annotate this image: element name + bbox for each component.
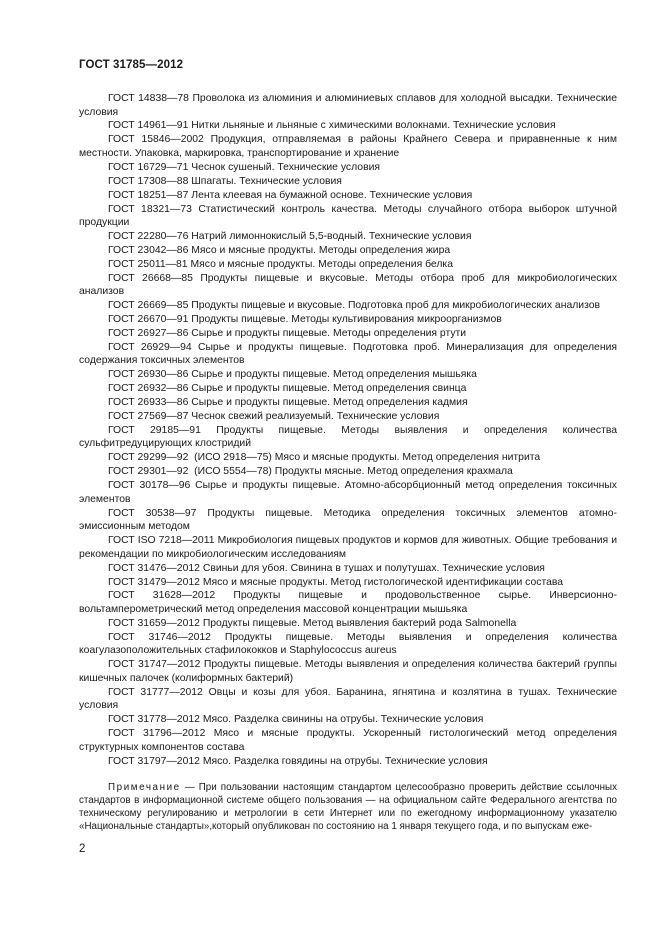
- reference-entry: [79, 507, 617, 534]
- reference-code: ГОСТ 26930—86: [108, 369, 189, 381]
- reference-code: ГОСТ 30538—97: [108, 507, 197, 519]
- reference-code: ГОСТ 14838—78: [108, 93, 189, 104]
- reference-code: ГОСТ 25011—81: [108, 258, 188, 270]
- reference-entry: [79, 631, 620, 658]
- reference-entry: [79, 534, 620, 561]
- reference-title: Продукты пищевые. Методы выявления и определения количества бактерий группы кишечных палочек (колиформных бактерий): [79, 659, 620, 684]
- reference-title: Чеснок свежий реализуемый. Технические условия: [191, 411, 440, 422]
- reference-title: Продукты пищевые. Метод выявления бактерий рода Salmonella: [202, 617, 517, 629]
- reference-code: ГОСТ 26927—86: [108, 327, 189, 339]
- reference-code: ГОСТ 27569—87: [108, 411, 189, 422]
- reference-code: ГОСТ 26929—94: [108, 341, 192, 353]
- note-label: Примечание: [108, 782, 181, 793]
- reference-entry: [79, 258, 617, 272]
- reference-title: Нитки льняные и льняные с химическими волокнами. Технические условия: [191, 120, 556, 132]
- reference-code: ГОСТ 14961—91: [108, 120, 189, 132]
- reference-entry: [79, 272, 620, 299]
- reference-code: ГОСТ 26669—85: [108, 300, 189, 312]
- reference-code: ГОСТ 29185—91: [108, 424, 201, 436]
- page-number: 2: [79, 843, 86, 855]
- reference-title: Шпагаты. Технические условия: [191, 175, 342, 187]
- reference-entry: [79, 327, 617, 341]
- reference-title: Мясо. Разделка свинины на отрубы. Технические условия: [202, 714, 484, 726]
- reference-title: Статистический контроль качества. Методы случайного отбора выборок штучной продукции: [79, 203, 620, 229]
- reference-entry: [79, 341, 620, 368]
- reference-entry: [79, 230, 617, 244]
- reference-title: Продукты пищевые. Методы выявления и определения количества сульфитредуцирующих клостридий: [79, 424, 620, 450]
- reference-entry: [79, 589, 617, 616]
- reference-code: ГОСТ 30178—96: [108, 480, 191, 492]
- reference-code: ГОСТ 18321—73: [108, 203, 192, 215]
- reference-code: ГОСТ 31659—2012: [108, 617, 200, 629]
- reference-entry: [79, 451, 617, 465]
- reference-code: ГОСТ 29299—92: [108, 452, 189, 464]
- reference-entry: [79, 658, 620, 685]
- reference-entry: [79, 299, 617, 313]
- reference-code: ГОСТ 29301—92: [108, 466, 189, 478]
- reference-code: ГОСТ 31797—2012: [108, 755, 200, 767]
- reference-entry: [79, 161, 617, 175]
- reference-code: ГОСТ 15846—2002: [108, 134, 204, 146]
- reference-title: Сырье и продукты пищевые. Методы определения ртути: [191, 327, 467, 339]
- reference-title: Мясо и мясные продукты. Метод гистологической идентификации состава: [202, 576, 564, 588]
- reference-code: ГОСТ 31796—2012: [108, 728, 206, 740]
- reference-title: Продукты пищевые. Методика определения токсичных элементов атомно-эмиссионным методом: [79, 507, 617, 533]
- reference-entry: [79, 424, 620, 451]
- reference-code: ГОСТ 31777—2012: [108, 686, 203, 698]
- reference-code: ГОСТ 31746—2012: [108, 631, 211, 643]
- reference-entry: [79, 686, 620, 713]
- reference-code: ГОСТ 31747—2012: [108, 659, 201, 671]
- note-text: — При пользовании настоящим стандартом целесообразно проверить действие ссылочных стандартов в информационной системе общего пользования — на официальном сайте Федерального агентства по техническому регулированию и метрологии в сети Интернет или по ежегодному информационному указателю «Национальные стандарты»,который опубликован по состоянию на 1 января текущего года, и по выпускам еже-: [79, 782, 617, 833]
- reference-title: Свиньи для убоя. Свинина в тушах и полутушах. Технические условия: [202, 562, 545, 574]
- reference-entry: [79, 396, 617, 410]
- reference-entry: [79, 189, 617, 203]
- reference-title: Продукты пищевые и продовольственное сырье. Инверсионно-вольтамперометрический метод определения массовой концентрации мышьяка: [79, 590, 617, 615]
- reference-entry: [79, 727, 620, 754]
- reference-title: Чеснок сушеный. Технические условия: [191, 161, 381, 173]
- reference-title: Сырье и продукты пищевые. Метод определения мышьяка: [191, 369, 477, 381]
- reference-title: Продукты пищевые и вкусовые. Подготовка проб для микробиологических анализов: [191, 300, 601, 312]
- reference-title: Продукция, отправляемая в районы Крайнего Севера и приравненные к ним местности. Упаковка, маркировка, транспортирование и хранение: [79, 134, 620, 159]
- reference-code: ГОСТ 26670—91: [108, 314, 189, 326]
- reference-title: (ИСО 2918—75) Мясо и мясные продукты. Метод определения нитрита: [191, 452, 541, 464]
- reference-code: ГОСТ 31479—2012: [108, 576, 200, 588]
- reference-entry: [79, 410, 617, 424]
- reference-entry: [79, 755, 617, 769]
- reference-title: Мясо и мясные продукты. Методы определения белка: [190, 258, 453, 270]
- reference-entry: [79, 576, 617, 590]
- reference-title: Продукты пищевые. Методы культивирования микроорганизмов: [191, 314, 502, 326]
- reference-title: Сырье и продукты пищевые. Метод определения свинца: [191, 383, 467, 395]
- reference-code: ГОСТ 31476—2012: [108, 562, 200, 574]
- reference-code: ГОСТ 23042—86: [108, 244, 189, 256]
- reference-code: ГОСТ 31628—2012: [108, 590, 216, 602]
- reference-entry: [79, 465, 617, 479]
- reference-code: ГОСТ 18251—87: [108, 189, 189, 201]
- reference-title: Сырье и продукты пищевые. Подготовка проб. Минерализация для определения содержания токсичных элементов: [79, 341, 620, 367]
- reference-entry: [79, 617, 617, 631]
- reference-title: Мясо и мясные продукты. Методы определения жира: [191, 244, 451, 256]
- reference-code: ГОСТ 17308—88: [108, 175, 189, 187]
- reference-title: Продукты пищевые и вкусовые. Методы отбора проб для микробиологических анализов: [79, 272, 620, 298]
- reference-entry: [79, 479, 620, 506]
- reference-entry: [79, 368, 617, 382]
- reference-title: Микробиология пищевых продуктов и кормов для животных. Общие требования и рекомендации по микробиологическим исследованиям: [79, 535, 620, 560]
- reference-entry: [79, 562, 617, 576]
- reference-entry: [79, 133, 620, 160]
- reference-code: ГОСТ 31778—2012: [108, 714, 200, 726]
- reference-code: ГОСТ 26933—86: [108, 397, 189, 409]
- reference-title: Сырье и продукты пищевые. Метод определения кадмия: [191, 397, 468, 409]
- reference-entry: [79, 203, 620, 230]
- reference-entry: [79, 244, 617, 258]
- reference-code: ГОСТ 16729—71: [108, 161, 189, 173]
- reference-title: Продукты пищевые. Методы выявления и определения количества коагулазоположительных стафилококков и Staphylococcus aureus: [79, 631, 620, 657]
- reference-entry: [79, 713, 617, 727]
- reference-code: ГОСТ 22280—76: [108, 231, 189, 243]
- reference-entry: [79, 313, 617, 327]
- reference-code: ГОСТ 26932—86: [108, 383, 189, 395]
- note-paragraph: [79, 781, 617, 833]
- reference-title: Мясо. Разделка говядины на отрубы. Технические условия: [202, 755, 488, 767]
- reference-title: Овцы и козы для убоя. Баранина, ягнятина и козлятина в тушах. Технические условия: [79, 686, 620, 712]
- reference-title: Сырье и продукты пищевые. Атомно-абсорбционный метод определения токсичных элементов: [79, 480, 620, 505]
- reference-title: Мясо и мясные продукты. Ускоренный гистологический метод определения структурных компонентов состава: [79, 728, 620, 753]
- reference-entry: [79, 119, 617, 133]
- reference-title: Лента клеевая на бумажной основе. Технические условия: [191, 189, 473, 201]
- reference-entry: [79, 382, 617, 396]
- reference-entry: [79, 92, 620, 119]
- reference-code: ГОСТ 26668—85: [108, 272, 193, 284]
- reference-code: ГОСТ ISO 7218—2011: [108, 535, 215, 547]
- reference-title: Проволока из алюминия и алюминиевых сплавов для холодной высадки. Технические условия: [79, 93, 620, 118]
- reference-title: Натрий лимоннокислый 5,5-водный. Технические условия: [191, 231, 472, 243]
- reference-title: (ИСО 5554—78) Продукты мясные. Метод определения крахмала: [191, 466, 513, 478]
- page-header-doc-code: ГОСТ 31785—2012: [79, 59, 184, 71]
- normative-references-list: [79, 92, 620, 768]
- reference-entry: [79, 175, 617, 189]
